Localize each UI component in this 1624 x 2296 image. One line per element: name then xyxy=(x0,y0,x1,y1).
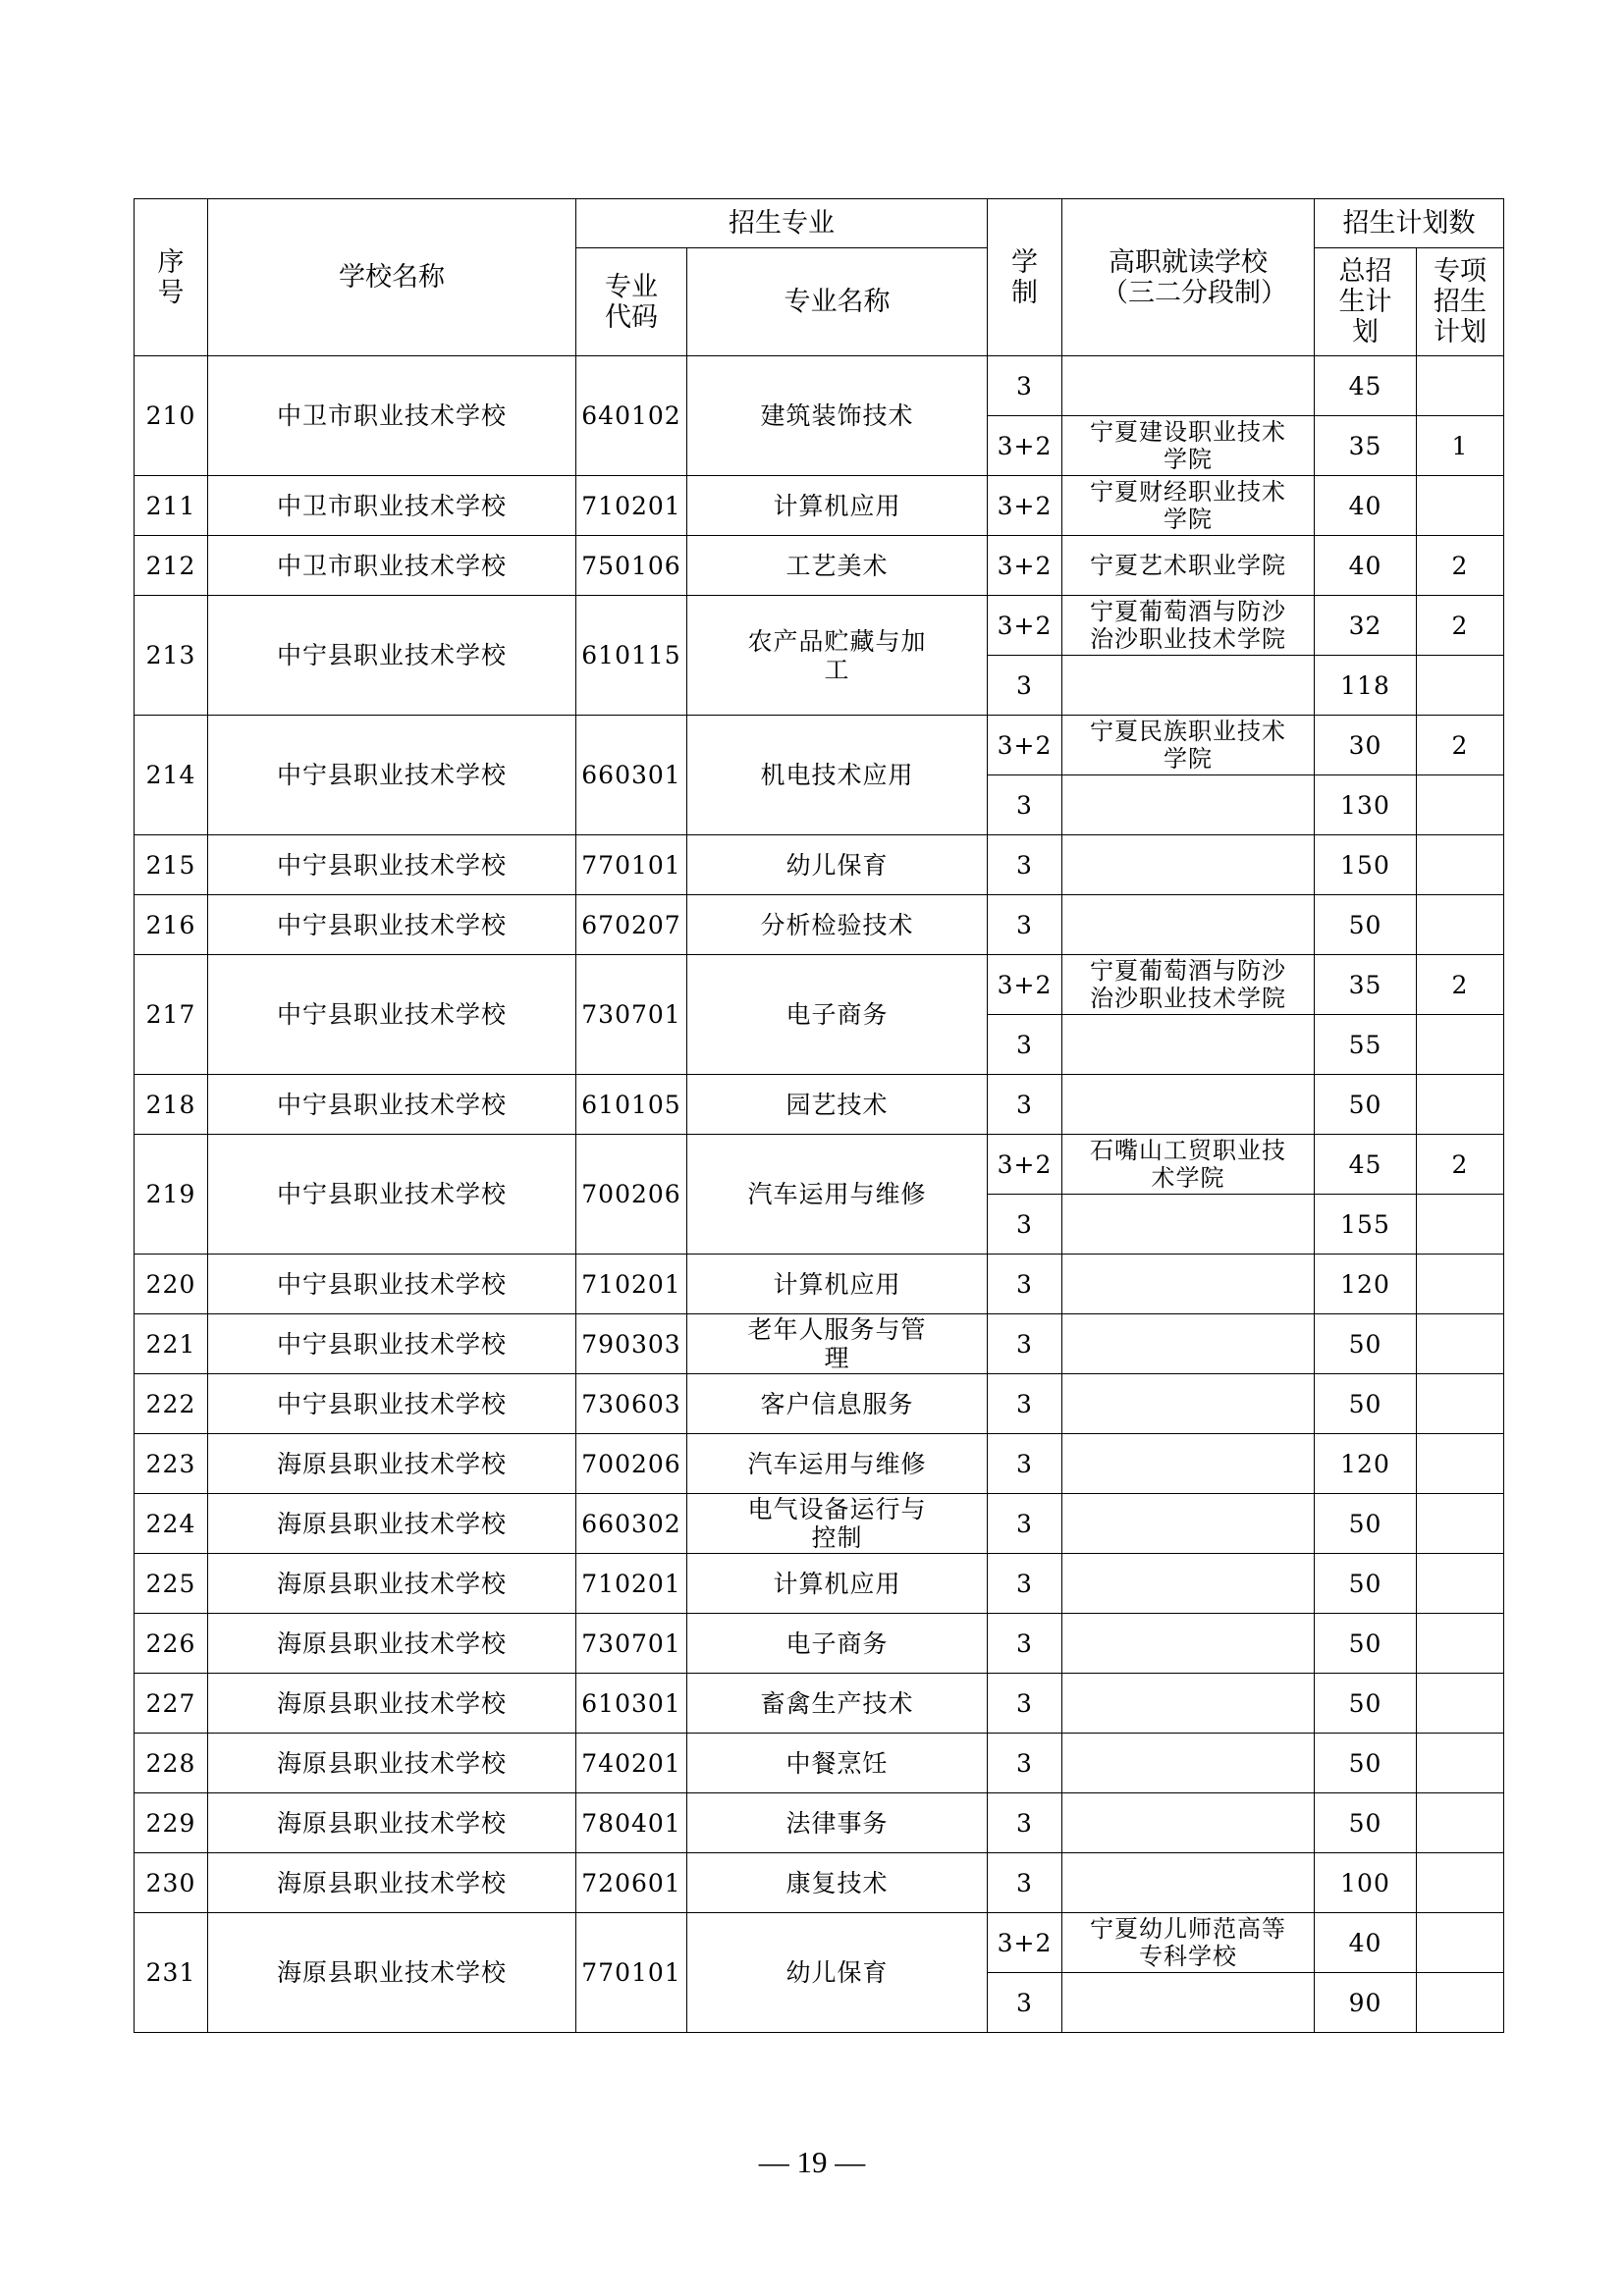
table-row xyxy=(135,1913,1504,1973)
row-higher-school xyxy=(1062,1434,1315,1494)
row-total: 50 xyxy=(1315,1554,1417,1614)
row-duration: 3 xyxy=(988,1494,1062,1554)
row-total: 50 xyxy=(1315,1793,1417,1853)
row-special xyxy=(1417,1434,1504,1494)
row-duration: 3 xyxy=(988,835,1062,895)
row-code: 740201 xyxy=(576,1734,687,1793)
row-special xyxy=(1417,1734,1504,1793)
enrollment-plan-table xyxy=(134,198,1504,2033)
row-special xyxy=(1417,775,1504,835)
row-school: 中卫市职业技术学校 xyxy=(208,356,576,476)
row-total: 50 xyxy=(1315,895,1417,955)
row-total: 90 xyxy=(1315,1973,1417,2033)
row-total: 50 xyxy=(1315,1614,1417,1674)
row-duration: 3+2 xyxy=(988,716,1062,775)
row-seq: 227 xyxy=(135,1674,208,1734)
row-total: 50 xyxy=(1315,1374,1417,1434)
row-major-name: 老年人服务与管理 xyxy=(687,1314,988,1374)
row-total: 32 xyxy=(1315,596,1417,656)
row-school: 中宁县职业技术学校 xyxy=(208,1255,576,1314)
row-duration: 3 xyxy=(988,1195,1062,1255)
row-code: 720601 xyxy=(576,1853,687,1913)
header-seq: 序号 xyxy=(135,199,208,356)
row-seq: 228 xyxy=(135,1734,208,1793)
row-total: 45 xyxy=(1315,1135,1417,1195)
row-school: 海原县职业技术学校 xyxy=(208,1853,576,1913)
row-higher-school: 宁夏葡萄酒与防沙治沙职业技术学院 xyxy=(1062,955,1315,1015)
row-seq: 225 xyxy=(135,1554,208,1614)
table-row xyxy=(135,1674,1504,1734)
row-school: 中宁县职业技术学校 xyxy=(208,1374,576,1434)
row-higher-school xyxy=(1062,1614,1315,1674)
row-seq: 230 xyxy=(135,1853,208,1913)
row-school: 海原县职业技术学校 xyxy=(208,1434,576,1494)
row-higher-school xyxy=(1062,1314,1315,1374)
row-total: 130 xyxy=(1315,775,1417,835)
header-major-group: 招生专业 xyxy=(576,199,988,248)
row-duration: 3+2 xyxy=(988,596,1062,656)
row-special xyxy=(1417,1554,1504,1614)
row-special xyxy=(1417,1374,1504,1434)
row-higher-school xyxy=(1062,1075,1315,1135)
row-duration: 3 xyxy=(988,1853,1062,1913)
row-duration: 3 xyxy=(988,1973,1062,2033)
enrollment-table-container xyxy=(134,198,1504,2033)
row-special xyxy=(1417,356,1504,416)
row-code: 710201 xyxy=(576,1255,687,1314)
row-school: 中宁县职业技术学校 xyxy=(208,835,576,895)
row-special xyxy=(1417,1674,1504,1734)
row-special: 2 xyxy=(1417,716,1504,775)
table-row xyxy=(135,1494,1504,1554)
row-duration: 3 xyxy=(988,1434,1062,1494)
table-row xyxy=(135,536,1504,596)
header-special: 专项招生计划 xyxy=(1417,248,1504,356)
row-special: 2 xyxy=(1417,1135,1504,1195)
row-higher-school xyxy=(1062,775,1315,835)
row-special xyxy=(1417,1973,1504,2033)
row-seq: 220 xyxy=(135,1255,208,1314)
header-total: 总招生计划 xyxy=(1315,248,1417,356)
row-higher-school xyxy=(1062,1793,1315,1853)
row-special xyxy=(1417,1853,1504,1913)
table-row xyxy=(135,1314,1504,1374)
table-body xyxy=(135,356,1504,2033)
row-major-name: 分析检验技术 xyxy=(687,895,988,955)
row-special xyxy=(1417,1614,1504,1674)
row-total: 35 xyxy=(1315,955,1417,1015)
row-special xyxy=(1417,1255,1504,1314)
row-major-name: 电子商务 xyxy=(687,1614,988,1674)
row-total: 50 xyxy=(1315,1674,1417,1734)
row-higher-school xyxy=(1062,1015,1315,1075)
row-higher-school: 宁夏艺术职业学院 xyxy=(1062,536,1315,596)
table-row xyxy=(135,895,1504,955)
row-major-name: 幼儿保育 xyxy=(687,1913,988,2033)
row-major-name: 汽车运用与维修 xyxy=(687,1434,988,1494)
row-seq: 226 xyxy=(135,1614,208,1674)
row-school: 中宁县职业技术学校 xyxy=(208,1135,576,1255)
row-code: 660302 xyxy=(576,1494,687,1554)
row-major-name: 建筑装饰技术 xyxy=(687,356,988,476)
row-special xyxy=(1417,1793,1504,1853)
row-duration: 3 xyxy=(988,1314,1062,1374)
row-higher-school xyxy=(1062,1734,1315,1793)
row-duration: 3+2 xyxy=(988,536,1062,596)
row-total: 55 xyxy=(1315,1015,1417,1075)
row-special: 2 xyxy=(1417,596,1504,656)
row-seq: 213 xyxy=(135,596,208,716)
row-school: 中宁县职业技术学校 xyxy=(208,716,576,835)
row-total: 100 xyxy=(1315,1853,1417,1913)
table-row xyxy=(135,1554,1504,1614)
row-total: 40 xyxy=(1315,1913,1417,1973)
row-code: 640102 xyxy=(576,356,687,476)
row-total: 120 xyxy=(1315,1434,1417,1494)
row-higher-school xyxy=(1062,1195,1315,1255)
table-row xyxy=(135,1135,1504,1195)
row-seq: 215 xyxy=(135,835,208,895)
row-seq: 212 xyxy=(135,536,208,596)
table-row xyxy=(135,716,1504,775)
row-total: 35 xyxy=(1315,416,1417,476)
row-special xyxy=(1417,1075,1504,1135)
row-code: 700206 xyxy=(576,1135,687,1255)
row-seq: 214 xyxy=(135,716,208,835)
row-seq: 211 xyxy=(135,476,208,536)
row-special xyxy=(1417,656,1504,716)
row-duration: 3 xyxy=(988,1793,1062,1853)
row-special xyxy=(1417,1314,1504,1374)
table-row xyxy=(135,1614,1504,1674)
row-code: 730701 xyxy=(576,1614,687,1674)
table-row xyxy=(135,1434,1504,1494)
row-code: 730701 xyxy=(576,955,687,1075)
row-higher-school xyxy=(1062,1973,1315,2033)
header-name: 专业名称 xyxy=(687,248,988,356)
table-row xyxy=(135,596,1504,656)
row-total: 40 xyxy=(1315,536,1417,596)
row-special xyxy=(1417,476,1504,536)
row-school: 中卫市职业技术学校 xyxy=(208,476,576,536)
row-special xyxy=(1417,835,1504,895)
row-higher-school: 石嘴山工贸职业技术学院 xyxy=(1062,1135,1315,1195)
row-higher-school xyxy=(1062,1853,1315,1913)
table-row xyxy=(135,1793,1504,1853)
row-special: 2 xyxy=(1417,955,1504,1015)
row-school: 海原县职业技术学校 xyxy=(208,1614,576,1674)
row-duration: 3 xyxy=(988,1614,1062,1674)
row-total: 40 xyxy=(1315,476,1417,536)
row-code: 770101 xyxy=(576,835,687,895)
row-total: 50 xyxy=(1315,1314,1417,1374)
row-special xyxy=(1417,1913,1504,1973)
row-major-name: 幼儿保育 xyxy=(687,835,988,895)
header-school: 学校名称 xyxy=(208,199,576,356)
page-number: — 19 — xyxy=(758,2145,866,2179)
row-code: 770101 xyxy=(576,1913,687,2033)
row-school: 中宁县职业技术学校 xyxy=(208,1075,576,1135)
row-higher-school: 宁夏葡萄酒与防沙治沙职业技术学院 xyxy=(1062,596,1315,656)
table-row xyxy=(135,955,1504,1015)
row-special xyxy=(1417,1494,1504,1554)
table-row xyxy=(135,1734,1504,1793)
row-school: 中宁县职业技术学校 xyxy=(208,895,576,955)
row-higher-school xyxy=(1062,1674,1315,1734)
row-seq: 221 xyxy=(135,1314,208,1374)
row-seq: 210 xyxy=(135,356,208,476)
row-school: 中卫市职业技术学校 xyxy=(208,536,576,596)
row-code: 790303 xyxy=(576,1314,687,1374)
row-code: 780401 xyxy=(576,1793,687,1853)
row-seq: 229 xyxy=(135,1793,208,1853)
row-seq: 222 xyxy=(135,1374,208,1434)
row-higher-school: 宁夏幼儿师范高等专科学校 xyxy=(1062,1913,1315,1973)
table-row xyxy=(135,356,1504,416)
row-major-name: 机电技术应用 xyxy=(687,716,988,835)
row-total: 120 xyxy=(1315,1255,1417,1314)
row-special xyxy=(1417,895,1504,955)
row-duration: 3+2 xyxy=(988,1135,1062,1195)
row-school: 海原县职业技术学校 xyxy=(208,1793,576,1853)
row-higher-school xyxy=(1062,656,1315,716)
row-major-name: 汽车运用与维修 xyxy=(687,1135,988,1255)
header-higher-school: 高职就读学校（三二分段制） xyxy=(1062,199,1315,356)
row-total: 50 xyxy=(1315,1494,1417,1554)
row-higher-school xyxy=(1062,1255,1315,1314)
table-row xyxy=(135,476,1504,536)
row-total: 30 xyxy=(1315,716,1417,775)
row-special: 2 xyxy=(1417,536,1504,596)
row-major-name: 园艺技术 xyxy=(687,1075,988,1135)
row-seq: 218 xyxy=(135,1075,208,1135)
row-code: 710201 xyxy=(576,1554,687,1614)
row-duration: 3+2 xyxy=(988,955,1062,1015)
row-major-name: 康复技术 xyxy=(687,1853,988,1913)
row-special: 1 xyxy=(1417,416,1504,476)
table-row xyxy=(135,1374,1504,1434)
row-code: 700206 xyxy=(576,1434,687,1494)
row-school: 海原县职业技术学校 xyxy=(208,1674,576,1734)
header-code: 专业代码 xyxy=(576,248,687,356)
row-duration: 3+2 xyxy=(988,1913,1062,1973)
row-major-name: 工艺美术 xyxy=(687,536,988,596)
row-code: 750106 xyxy=(576,536,687,596)
row-duration: 3 xyxy=(988,1255,1062,1314)
row-higher-school xyxy=(1062,835,1315,895)
row-seq: 231 xyxy=(135,1913,208,2033)
row-higher-school: 宁夏民族职业技术学院 xyxy=(1062,716,1315,775)
row-code: 610115 xyxy=(576,596,687,716)
row-seq: 217 xyxy=(135,955,208,1075)
row-duration: 3 xyxy=(988,656,1062,716)
row-code: 670207 xyxy=(576,895,687,955)
row-higher-school xyxy=(1062,356,1315,416)
row-major-name: 畜禽生产技术 xyxy=(687,1674,988,1734)
row-seq: 224 xyxy=(135,1494,208,1554)
row-duration: 3 xyxy=(988,895,1062,955)
row-total: 50 xyxy=(1315,1734,1417,1793)
row-code: 660301 xyxy=(576,716,687,835)
row-higher-school xyxy=(1062,1374,1315,1434)
row-school: 海原县职业技术学校 xyxy=(208,1734,576,1793)
row-special xyxy=(1417,1195,1504,1255)
row-school: 中宁县职业技术学校 xyxy=(208,955,576,1075)
row-major-name: 中餐烹饪 xyxy=(687,1734,988,1793)
row-total: 50 xyxy=(1315,1075,1417,1135)
row-higher-school xyxy=(1062,1494,1315,1554)
row-total: 150 xyxy=(1315,835,1417,895)
header-duration: 学制 xyxy=(988,199,1062,356)
row-total: 118 xyxy=(1315,656,1417,716)
row-higher-school: 宁夏财经职业技术学院 xyxy=(1062,476,1315,536)
table-row xyxy=(135,1075,1504,1135)
row-duration: 3 xyxy=(988,1075,1062,1135)
row-major-name: 计算机应用 xyxy=(687,1255,988,1314)
table-row xyxy=(135,1255,1504,1314)
row-school: 海原县职业技术学校 xyxy=(208,1494,576,1554)
row-duration: 3 xyxy=(988,356,1062,416)
row-major-name: 计算机应用 xyxy=(687,1554,988,1614)
row-code: 610301 xyxy=(576,1674,687,1734)
row-duration: 3 xyxy=(988,1734,1062,1793)
row-school: 海原县职业技术学校 xyxy=(208,1913,576,2033)
row-duration: 3 xyxy=(988,775,1062,835)
row-code: 730603 xyxy=(576,1374,687,1434)
row-school: 海原县职业技术学校 xyxy=(208,1554,576,1614)
row-higher-school xyxy=(1062,895,1315,955)
row-duration: 3 xyxy=(988,1374,1062,1434)
row-major-name: 计算机应用 xyxy=(687,476,988,536)
row-seq: 219 xyxy=(135,1135,208,1255)
header-plan-group: 招生计划数 xyxy=(1315,199,1504,248)
row-seq: 216 xyxy=(135,895,208,955)
row-duration: 3 xyxy=(988,1674,1062,1734)
row-higher-school xyxy=(1062,1554,1315,1614)
row-school: 中宁县职业技术学校 xyxy=(208,1314,576,1374)
row-code: 610105 xyxy=(576,1075,687,1135)
row-duration: 3 xyxy=(988,1554,1062,1614)
row-higher-school: 宁夏建设职业技术学院 xyxy=(1062,416,1315,476)
row-major-name: 客户信息服务 xyxy=(687,1374,988,1434)
row-school: 中宁县职业技术学校 xyxy=(208,596,576,716)
table-row xyxy=(135,1853,1504,1913)
row-duration: 3 xyxy=(988,1015,1062,1075)
row-duration: 3+2 xyxy=(988,416,1062,476)
row-duration: 3+2 xyxy=(988,476,1062,536)
row-total: 155 xyxy=(1315,1195,1417,1255)
row-total: 45 xyxy=(1315,356,1417,416)
row-major-name: 农产品贮藏与加工 xyxy=(687,596,988,716)
row-seq: 223 xyxy=(135,1434,208,1494)
row-major-name: 法律事务 xyxy=(687,1793,988,1853)
row-major-name: 电子商务 xyxy=(687,955,988,1075)
row-major-name: 电气设备运行与控制 xyxy=(687,1494,988,1554)
row-special xyxy=(1417,1015,1504,1075)
row-code: 710201 xyxy=(576,476,687,536)
table-row xyxy=(135,835,1504,895)
